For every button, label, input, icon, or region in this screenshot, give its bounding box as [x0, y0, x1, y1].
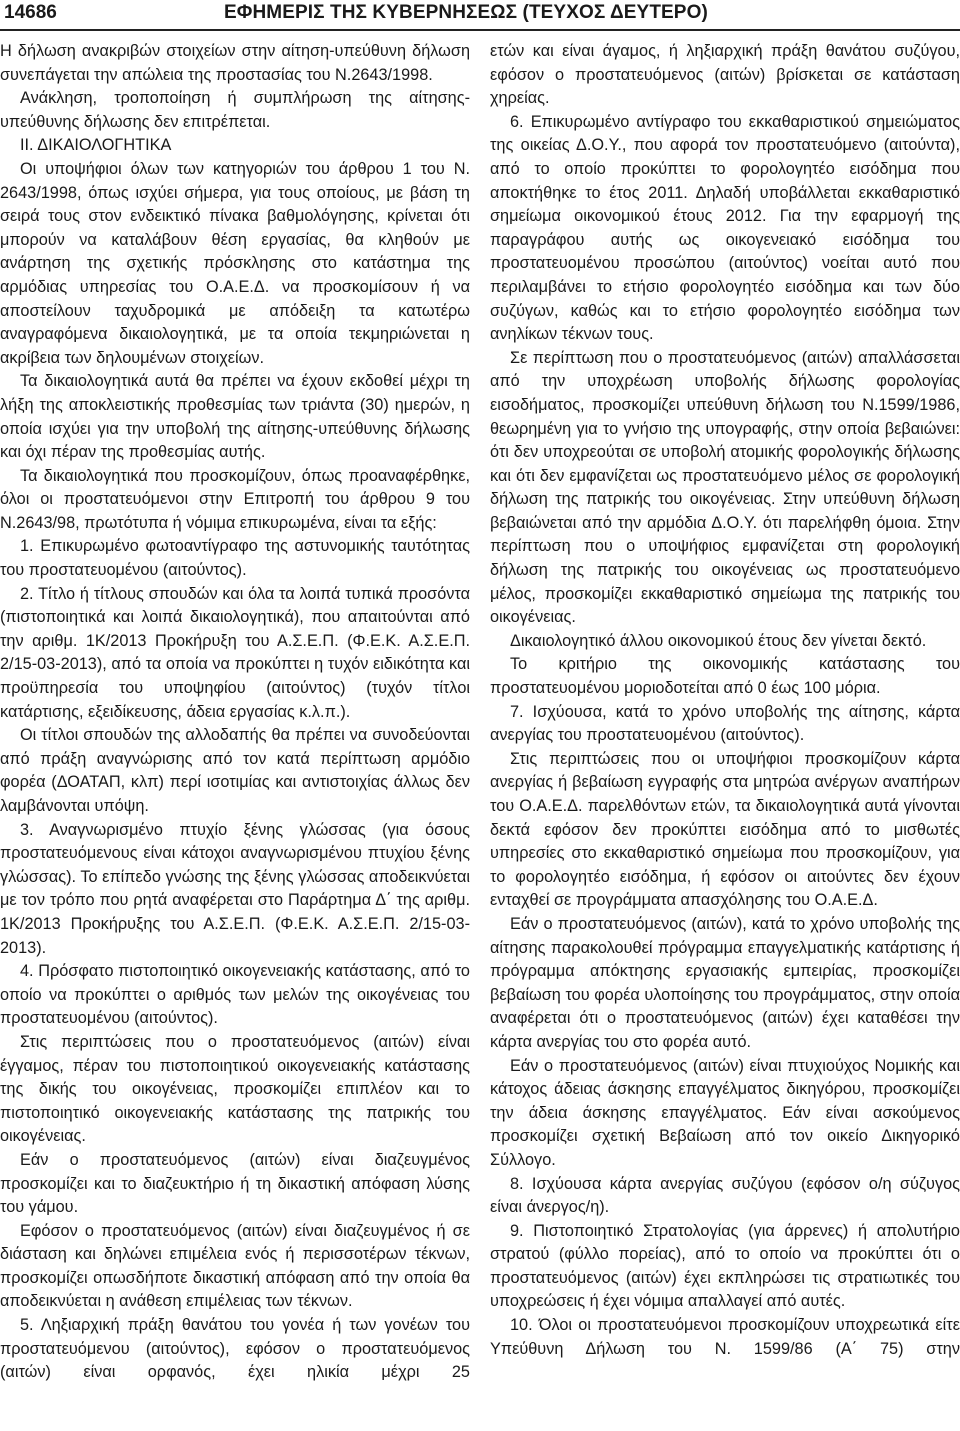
- paragraph: Τα δικαιολογητικά που προσκομίζουν, όπως προαναφέρθηκε, όλοι οι προστατευόμενοι στην Επιτροπή του άρθρου 9 του Ν.2643/98, πρωτότυπα ή νόμιμα επικυρωμένα, είναι τα εξής:: [0, 466, 470, 532]
- paragraph: Στις περιπτώσεις που ο προστατευόμενος (αιτών) είναι έγγαμος, πέραν του πιστοποιητικού οικογενειακής κατάστασης της δικής του οικογένειας, προσκομίζει επιπλέον και το πιστοποιητικό οικογενειακής κατάστασης της πατρικής του οικογένειας.: [0, 1032, 470, 1146]
- paragraph: Εφόσον ο προστατευόμενος (αιτών) είναι διαζευγμένος ή σε διάσταση και δηλώνει επιμέλεια ενός ή περισσοτέρων τέκνων, προσκομίζει οπωσδήποτε δικαστική απόφαση από την οποία θα αποδεικνύεται η ανάθεση επιμέλειας των τέκνων.: [0, 1221, 470, 1311]
- paragraph: Εάν ο προστατευόμενος (αιτών) είναι πτυχιούχος Νομικής και κάτοχος άδειας άσκησης επαγγέλματος δικηγόρου, προσκομίζει την άδεια άσκησης επαγγέλματος. Εάν είναι ασκούμενος προσκομίζει σχετική Βεβαίωση από τον οικείο Δικηγορικό Σύλλογο.: [490, 1056, 960, 1169]
- paragraph: Οι υποψήφιοι όλων των κατηγοριών του άρθρου 1 του Ν. 2643/1998, όπως ισχύει σήμερα, για τους οποίους, με βάση τη σειρά τους στον ενδεικτικό πίνακα βαθμολόγησης, κρίνεται ότι μπορούν να καταλάβουν θέση εργασίας, θα κληθούν με ανάρτηση της σχετικής πρόσκλησης στο κατάστημα της αρμόδιας υπηρεσίας του Ο.Α.Ε.Δ. να προσκομίσουν ή να αποστείλουν ταχυδρομικά με απόδειξη τα κατωτέρω αναγραφόμενα δικαιολογητικά, με τα οποία τεκμηριώνεται η ακρίβεια των δηλουμένων στοιχείων.: [0, 159, 470, 367]
- paragraph: ετών και είναι άγαμος, ή ληξιαρχική πράξη θανάτου συζύγου, εφόσον ο προστατευόμενος (αιτών) βρίσκεται σε κατάσταση χηρείας.: [490, 42, 960, 108]
- page-number: 14686: [4, 2, 57, 23]
- list-item: 1. Επικυρωμένο φωτοαντίγραφο της αστυνομικής ταυτότητας του προστατευομένου (αιτούντος).: [0, 537, 470, 580]
- paragraph: Ανάκληση, τροποποίηση ή συμπλήρωση της αίτησης-υπεύθυνης δήλωσης δεν επιτρέπεται.: [0, 89, 470, 131]
- paragraph: Σε περίπτωση που ο προστατευόμενος (αιτών) απαλλάσσεται από την υποχρέωση υποβολής δήλωσης φορολογίας εισοδήματος, προσκομίζει υπεύθυνη δήλωση του Ν.1599/1986, θεωρημένη για το γνήσιο της υπογραφής, στην οποία βεβαιώνει: ότι δεν υποχρεούται σε υποβολή ατομικής φορολογικής δήλωσης και ότι δεν εμφανίζεται ως προστατευόμενο μέλος σε φορολογική δήλωση της πατρικής του οικογένειας. Στην υπεύθυνη δήλωση βεβαιώνεται από την αρμόδια Δ.Ο.Υ. ότι παρελήφθη όμοια. Στην περίπτωση που ο υποψήφιος εμφανίζεται στη φορολογική δήλωση της πατρικής του οικογένειας ως προστατευόμενο μέλος, προσκομίζει εκκαθαριστικό σημείωμα της πατρικής του οικογένειας.: [490, 348, 960, 627]
- header-rule: [0, 29, 960, 31]
- right-column: [490, 40, 960, 1361]
- list-item: 6. Επικυρωμένο αντίγραφο του εκκαθαριστικού σημειώματος της οικείας Δ.Ο.Υ., που αφορά τον προστατευόμενο (αιτούντα), από το οποίο προκύπτει το φορολογητέο εισόδημα που αποκτήθηκε το έτος 2011. Δηλαδή υποβάλλεται εκκαθαριστικό σημείωμα οικονομικού έτους 2012. Για την εφαρμογή της παραγράφου αυτής ως οικογενειακό εισόδημα του προστατευομένου προσώπου (αιτούντος) νοείται αυτό που περιλαμβάνει το ετήσιο φορολογητέο εισόδημα και των δύο συζύγων, καθώς και το ετήσιο φορολογητέο εισόδημα των ανηλίκων τέκνων τους.: [490, 112, 960, 344]
- paragraph: Δικαιολογητικό άλλου οικονομικού έτους δεν γίνεται δεκτό.: [510, 631, 927, 650]
- list-item: 7. Ισχύουσα, κατά το χρόνο υποβολής της αίτησης, κάρτα ανεργίας του προστατευομένου (αιτούντος).: [490, 702, 960, 745]
- paragraph: Η δήλωση ανακριβών στοιχείων στην αίτηση-υπεύθυνη δήλωση συνεπάγεται την απώλεια της προστασίας του Ν.2643/1998.: [0, 42, 470, 84]
- paragraph: Τα δικαιολογητικά αυτά θα πρέπει να έχουν εκδοθεί μέχρι τη λήξη της αποκλειστικής προθεσμίας των τριάντα (30) ημερών, η οποία ισχύει για την υποβολή της αίτησης-υπεύθυνης δήλωσης και όχι πέραν της προθεσμίας αυτής.: [0, 372, 470, 462]
- paragraph: Το κριτήριο της οικονομικής κατάστασης του προστατευομένου μοριοδοτείται από 0 έως 100 μόρια.: [490, 655, 960, 698]
- list-item: 10. Όλοι οι προστατευόμενοι προσκομίζουν υποχρεωτικά είτε Υπεύθυνη Δήλωση του Ν. 1599/86 (Α΄ 75) στην: [490, 1316, 960, 1358]
- list-item: 9. Πιστοποιητικό Στρατολογίας (για άρρενες) ή απολυτήριο στρατού (φύλλο πορείας), από το οποίο να προκύπτει ότι ο προστατευόμενος (αιτών) έχει εκπληρώσει τις στρατιωτικές του υποχρεώσεις ή έχει νόμιμα απαλλαγεί από αυτές.: [490, 1221, 960, 1311]
- list-item: 4. Πρόσφατο πιστοποιητικό οικογενειακής κατάστασης, από το οποίο να προκύπτει ο αριθμός των μελών της οικογένειας του προστατευομένου (αιτούντος).: [0, 962, 470, 1028]
- paragraph: Στις περιπτώσεις που οι υποψήφιοι προσκομίζουν κάρτα ανεργίας ή βεβαίωση εγγραφής στα μητρώα ανέργων αναπήρων του Ο.Α.Ε.Δ. παρελθόντων ετών, τα δικαιολογητικά αυτά γίνονται δεκτά εφόσον δεν προκύπτει εισόδημα από το μισθωτές υπηρεσίες στο εκκαθαριστικό σημείωμα που προσκομίζουν, για το φορολογητέο εισόδημα, ή εφόσον οι αιτούντες δεν έχουν ενταχθεί σε προγράμματα απασχόλησης του Ο.Α.Ε.Δ.: [490, 749, 960, 910]
- list-item: 8. Ισχύουσα κάρτα ανεργίας συζύγου (εφόσον ο/η σύζυγος είναι άνεργος/η).: [490, 1174, 960, 1217]
- journal-title: ΕΦΗΜΕΡΙΣ ΤΗΣ ΚΥΒΕΡΝΗΣΕΩΣ (ΤΕΥΧΟΣ ΔΕΥΤΕΡΟ): [224, 2, 708, 23]
- section-heading: ΙΙ. ΔΙΚΑΙΟΛΟΓΗΤΙΚΑ: [20, 136, 172, 155]
- page-header: [0, 0, 960, 30]
- paragraph: Εάν ο προστατευόμενος (αιτών) είναι διαζευγμένος προσκομίζει και το διαζευκτήριο ή τη δικαστική απόφαση λύσης του γάμου.: [0, 1150, 470, 1217]
- paragraph: Οι τίτλοι σπουδών της αλλοδαπής θα πρέπει να συνοδεύονται από πράξη αναγνώρισης από τον κατά περίπτωση αρμόδιο φορέα (ΔΟΑΤΑΠ, κλπ) περί ισοτιμίας και αντιστοιχίας άλλως δεν λαμβάνονται υπόψη.: [0, 726, 470, 815]
- paragraph: Εάν ο προστατευόμενος (αιτών), κατά το χρόνο υποβολής της αίτησης παρακολουθεί πρόγραμμα επαγγελματικής κατάρτισης ή πρόγραμμα απόκτησης εργασιακής εμπειρίας, προσκομίζει βεβαίωση του φορέα υλοποίησης του προγράμματος, στην οποία αναφέρεται ότι ο προστατευόμενος (αιτών) έχει καταθέσει την κάρτα ανεργίας του στο φορέα αυτό.: [490, 914, 960, 1051]
- left-column: [0, 40, 470, 1385]
- list-item: 5. Ληξιαρχική πράξη θανάτου του γονέα ή των γονέων του προστατευόμενου (αιτούντος), εφόσον ο προστατευόμενος (αιτών) είναι ορφανός, έχει ηλικία μέχρι 25: [0, 1316, 470, 1382]
- list-item: 2. Τίτλο ή τίτλους σπουδών και όλα τα λοιπά τυπικά προσόντα (πιστοποιητικά και λοιπά δικαιολογητικά), που απαιτούνται από την αριθμ. 1Κ/2013 Προκήρυξη του Α.Σ.Ε.Π. (Φ.Ε.Κ. Α.Σ.Ε.Π. 2/15-03-2013), από τα οποία να προκύπτει η τυχόν ειδικότητα και προϋπηρεσία του υποψηφίου (αιτούντος) (τυχόν τίτλοι κατάρτισης, εξειδίκευσης, άδεια εργασίας κ.λ.π.).: [0, 584, 470, 721]
- list-item: 3. Αναγνωρισμένο πτυχίο ξένης γλώσσας (για όσους προστατευόμενους είναι κάτοχοι αναγνωρισμένου πτυχίου ξένης γλώσσας). Το επίπεδο γνώσης της ξένης γλώσσας αποδεικνύεται με τον τρόπο που ρητά αναφέρεται στο Παράρτημα Δ΄ της αριθμ. 1Κ/2013 Προκήρυξης του Α.Σ.Ε.Π. (Φ.Ε.Κ. Α.Σ.Ε.Π. 2/15-03-2013).: [0, 820, 470, 957]
